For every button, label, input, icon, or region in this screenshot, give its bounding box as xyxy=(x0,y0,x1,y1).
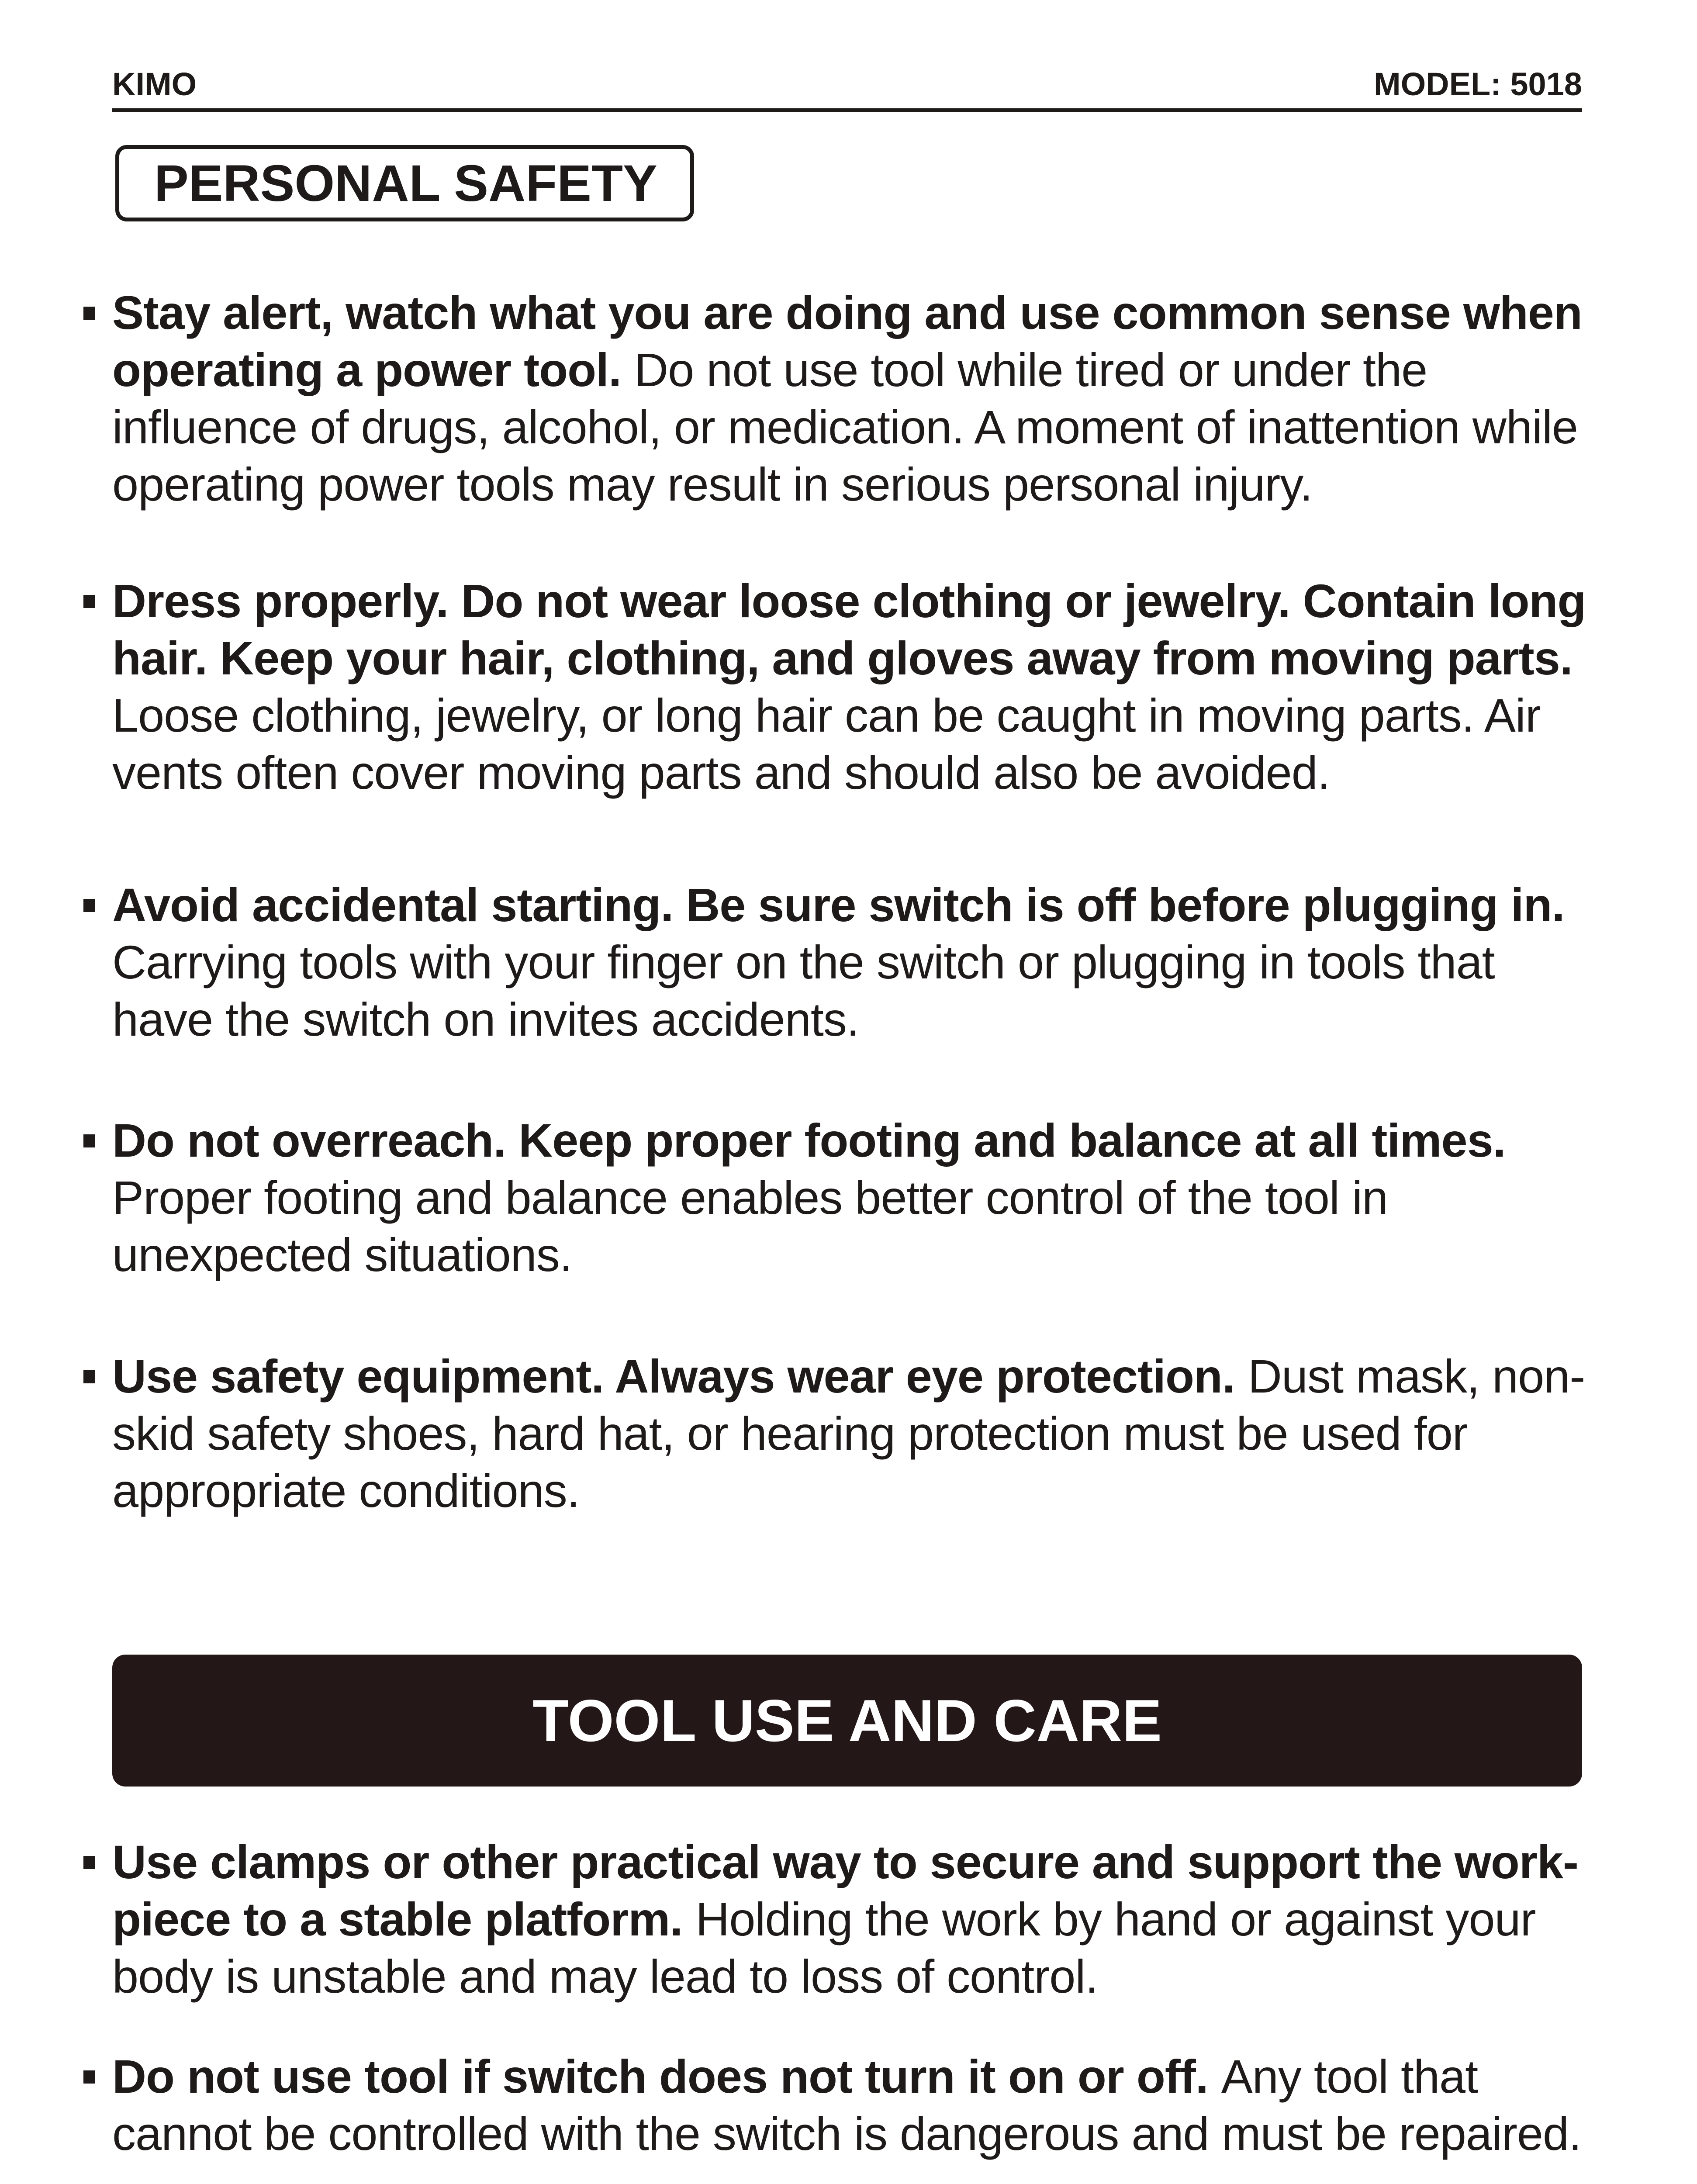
item-body: Loose clothing, jewelry, or long hair can be caught in moving parts. Air vents often cover moving parts and should also be avoided. xyxy=(112,689,1541,799)
item-heading: Avoid accidental starting. Be sure switch is off before plugging in. xyxy=(112,878,1565,931)
list-item xyxy=(81,1112,1599,1283)
square-bullet-icon xyxy=(81,876,112,1048)
item-heading: Do not use tool if switch does not turn it on or off. xyxy=(112,2050,1208,2103)
section-title: TOOL USE AND CARE xyxy=(532,1687,1162,1754)
item-heading: Use clamps or other practical way to secure and support the work-piece to a stable platform. xyxy=(112,1835,1578,1946)
section-heading-tool-use-and-care xyxy=(112,1655,1582,1787)
item-heading: Stay alert, watch what you are doing and use common sense when operating a power tool. xyxy=(112,286,1582,396)
section-title: PERSONAL SAFETY xyxy=(154,154,657,212)
section-heading-personal-safety xyxy=(115,145,694,221)
square-bullet-icon xyxy=(81,1112,112,1283)
item-body: Dust mask, non-skid safety shoes, hard hat, or hearing protection must be used for appropriate conditions. xyxy=(112,1350,1585,1517)
item-heading: Do not overreach. Keep proper footing and balance at all times. xyxy=(112,1114,1506,1167)
list-item xyxy=(81,1833,1599,2005)
model-number: MODEL: 5018 xyxy=(1373,66,1582,102)
square-bullet-icon xyxy=(81,2048,112,2162)
square-bullet-icon xyxy=(81,284,112,513)
square-bullet-icon xyxy=(81,1833,112,2005)
list-item xyxy=(81,572,1599,801)
item-heading: Use safety equipment. Always wear eye protection. xyxy=(112,1350,1235,1403)
list-item xyxy=(81,1348,1599,1519)
list-item xyxy=(81,876,1599,1048)
square-bullet-icon xyxy=(81,1348,112,1519)
brand-name: KIMO xyxy=(112,66,197,102)
page-header xyxy=(112,66,1582,109)
header-divider xyxy=(112,108,1582,112)
list-item xyxy=(81,2048,1599,2162)
item-body: Proper footing and balance enables better control of the tool in unexpected situations. xyxy=(112,1171,1388,1281)
item-body: Holding the work by hand or against your body is unstable and may lead to loss of control. xyxy=(112,1893,1536,2003)
square-bullet-icon xyxy=(81,572,112,801)
item-body: Any tool that cannot be controlled with the switch is dangerous and must be repaired. xyxy=(112,2050,1582,2160)
list-item xyxy=(81,284,1599,513)
item-body: Do not use tool while tired or under the influence of drugs, alcohol, or medication. A moment of inattention while operating power tools may result in serious personal injury. xyxy=(112,343,1578,511)
item-heading: Dress properly. Do not wear loose clothing or jewelry. Contain long hair. Keep your hair, clothing, and gloves away from moving parts. xyxy=(112,574,1586,684)
item-body: Carrying tools with your finger on the switch or plugging in tools that have the switch on invites accidents. xyxy=(112,936,1495,1046)
